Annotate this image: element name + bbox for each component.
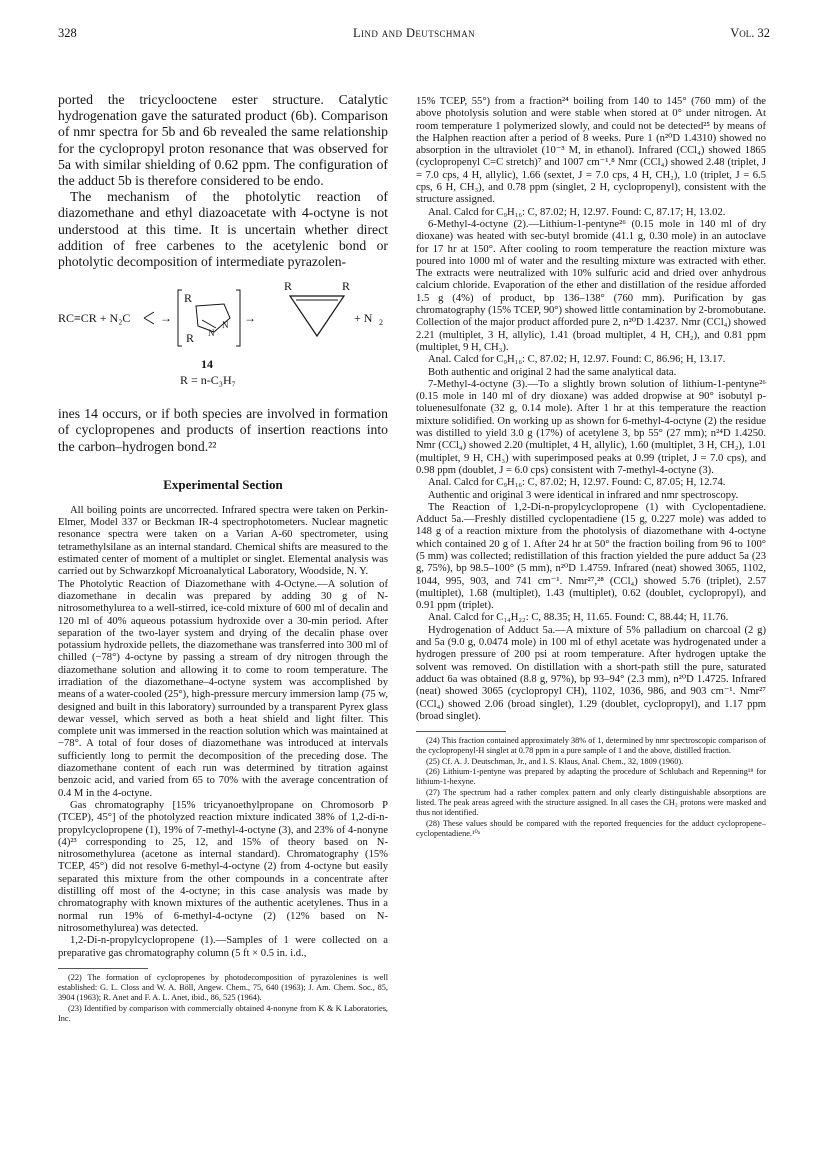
- right-column: [416, 96, 766, 839]
- section-title: Experimental Section: [163, 476, 283, 492]
- right-paragraph-5: Both authentic and original 2 had the same analytical data.: [428, 366, 677, 378]
- running-header: [58, 26, 770, 44]
- scheme-reactants: RC≡CR + N₂C: [58, 311, 131, 326]
- carbene-bond-mark: [144, 312, 154, 324]
- footnote-rule-right: [416, 731, 506, 732]
- scheme-arrow-1: →: [160, 311, 172, 326]
- right-paragraph-6: 7-Methyl-4-octyne (3).—To a slightly brown solution of lithium-1-pentyne²⁶ (0.15 mole in 140 ml of dry dioxane) was added dropwise at 90° isobutyl p-toluenesulfonate (32 g, 0.14 mole). After 1 hr at this temperature the reaction mixture solidified. On working up as shown for 6-methyl-4-octyne (2) the residue was distilled to yield 3.0 g (17%) of acetylene 3, bp 55° (27 mm); n²⁴D 1.4250. Nmr (CCl₄) showed 2.20 (multiplet, 4 H, allylic), 1.60 (multiplet, 3 H, CH₂), 1.01 (multiplet, 9 H, CH₃) with superimposed peaks at 0.99 (triplet, J = 7.0 cps), and 0.98 ppm (doublet, J = 6.0 cps) consistent with 7-methyl-4-octyne (3).: [416, 378, 766, 476]
- right-paragraph-2: Anal. Calcd for C₉H₁₆: C, 87.02; H, 12.97. Found: C, 87.17; H, 13.02.: [428, 206, 726, 218]
- right-paragraph-10: Anal. Calcd for C₁₄H₂₂: C, 88.35; H, 11.65. Found: C, 88.44; H, 11.76.: [428, 612, 729, 624]
- intro-paragraph-1: ported the tricyclooctene ester structure. Catalytic hydrogenation gave the saturated product (6b). Comparison of nmr spectra for 5b and 6b revealed the same relationship for the cyclopropyl proton resonance that was observed for 5a with similar shielding of 0.62 ppm. The configuration of the adduct 5b is therefore considered to be endo.: [58, 92, 388, 189]
- exp-paragraph-2: The Photolytic Reaction of Diazomethane with 4-Octyne.—A solution of diazomethane in decalin was prepared by adding 30 g of N-nitrosomethylurea to a well-stirred, ice-cold mixture of 600 ml of decalin and 120 ml of 40% aqueous potassium hydroxide over a 30-min period. After separation of the two-layer system and drying of the decalin phase over potassium hydroxide pellets, the diazomethane was transferred into 300 ml of chilled (−78°) 4-octyne by passing a stream of dry nitrogen through the diazomethane solution and allowing it to come to room temperature. The irradiation of the diazomethane–4-octyne system was accomplished by means of a water-cooled (25°), high-pressure mercury immersion lamp (75 w, designed and built in this laboratory) surrounded by a transparent Pyrex glass dewar vessel, which served as both a heat shield and light filter. This complete unit was immersed in the reaction solution which was maintained at −78°. A total of four doses of diazomethane was introduced at intervals sufficiently long to permit the decomposition of the preceding dose. The diazomethane content of each run was determined by titration against benzoic acid, and varied from 65 to 70% with the average concentration of 0.4 M in the 4-octyne.: [58, 578, 388, 799]
- footnote-25: (25) Cf. A. J. Deutschman, Jr., and I. S. Klaus, Anal. Chem., 32, 1809 (1960).: [426, 756, 684, 766]
- reaction-scheme: [58, 280, 388, 398]
- footnote-23: (23) Identified by comparison with commercially obtained 4-nonyne from K & K Laboratories, Inc.: [58, 1003, 388, 1024]
- reaction-scheme-drawing: [58, 280, 388, 398]
- exp-paragraph-4: 1,2-Di-n-propylcyclopropene (1).—Samples of 1 were collected on a preparative gas chromatography column (5 ft × 0.5 in. i.d.,: [58, 935, 388, 959]
- ring-double-bond: [202, 320, 216, 328]
- compound-number: 14: [201, 357, 213, 372]
- scheme-n-label-2: N: [222, 320, 229, 331]
- footnote-rule: [58, 968, 148, 969]
- right-paragraph-11: Hydrogenation of Adduct 5a.—A mixture of 5% palladium on charcoal (2 g) and 5a (9.0 g, 0.0474 mole) in 100 ml of ethyl acetate was hydrogenated under a hydrogen pressure of 200 psi at room temperature. After hydrogen uptake the solvent was removed. On distillation with a short-path still the pure, saturated adduct 6a was obtained (8.8 g, 97%), bp 93–94° (2.3 mm), n²⁰D 1.4725. Infrared (neat) showed 3065 (cyclopropyl CH), 1102, 1036, 986, and 903 cm⁻¹. Nmr²⁷ (CCl₄) showed 2.06 (broad singlet), 1.29 (doublet, cyclopropyl), and 1.17 ppm (broad singlet).: [416, 624, 766, 722]
- footnote-28: (28) These values should be compared with the reported frequencies for the adduct cyclopropene–cyclopentadiene.¹⁰ᵃ: [416, 818, 766, 838]
- right-paragraph-3: 6-Methyl-4-octyne (2).—Lithium-1-pentyne²⁶ (0.15 mole in 140 ml of dry dioxane) was heated with sec-butyl bromide (41.1 g, 0.30 mole) in an autoclave for 17 hr at 150°. After cooling to room temperature the reaction mixture was poured into 1000 ml of water and the resulting mixture was extracted with ether. The extracts were neutralized with 10% sulfuric acid and dried over anhydrous calcium chloride. Evaporation of the ether and distillation of the residue afforded 1.5 g (4%) of product, bp 136–138° (760 mm). Purification by gas chromatography (15% TCEP, 90°) showed little contamination by 2-bromobutane. Collection of the major product afforded pure 2, n²⁰D 1.4237. Nmr (CCl₄) showed 2.21 (multiplet, 3 H, allylic), 1.41 (broad multiplet, 4 H, CH₂), and 0.81 ppm (multiplet, 9 H, CH₃).: [416, 218, 766, 353]
- scheme-n2-subscript: 2: [379, 318, 383, 328]
- exp-paragraph-3: Gas chromatography [15% tricyanoethylpropane on Chromosorb P (TCEP), 45°] of the photolyzed reaction mixture indicated 38% of 1,2-di-n-propylcyclopropene (1), 19% of 7-methyl-4-octyne (3), and 23% of 4-nonyne (4)²³ corresponding to 25, 12, and 15% of theory based on N-nitrosomethylurea (acetone as internal standard). Chromatography (15% TCEP, 45°) did not resolve 6-methyl-4-octyne (2) from 4-octyne but easily separated this mixture from the other compounds in a concentrate after distilling off most of the 4-octyne; in this case analysis was made by chromatography with known mixtures of the authentic acetylenes. Thus in a normal run 19% of 6-methyl-4-octyne (2) (12% based on N-nitrosomethylurea) was detected.: [58, 799, 388, 934]
- footnote-27: (27) The spectrum had a rather complex pattern and only clearly distinguishable absorptions are listed. The peak areas agreed with the structure assigned. In all cases the CH₂ protons were masked and thus not identified.: [416, 787, 766, 818]
- intro-paragraph-3: ines 14 occurs, or if both species are involved in formation of cyclopropenes and products of insertion reactions into the carbon–hydrogen bond.²²: [58, 406, 388, 454]
- scheme-r-top: R: [184, 291, 193, 306]
- left-column: [58, 92, 388, 1024]
- page-number: 328: [58, 26, 77, 40]
- right-paragraph-4: Anal. Calcd for C₉H₁₆: C, 87.02; H, 12.97. Found: C, 86.96; H, 13.17.: [428, 354, 726, 366]
- footnote-26: (26) Lithium-1-pentyne was prepared by adapting the procedure of Schlubach and Repenning¹⁸ for lithium-1-hexyne.: [416, 767, 766, 787]
- footnote-22: (22) The formation of cyclopropenes by photodecomposition of pyrazolenines is well established: G. L. Closs and W. A. Böll, Angew. Chem., 75, 640 (1963); J. Am. Chem. Soc., 85, 3904 (1963); R. Anet and F. A. L. Anet, ibid., 86, 525 (1964).: [58, 972, 388, 1003]
- right-paragraph-7: Anal. Calcd for C₉H₁₆: C, 87.02; H, 12.97. Found: C, 87.05; H, 12.74.: [428, 477, 726, 489]
- scheme-r-product-right: R: [342, 280, 351, 294]
- scheme-r-product-left: R: [284, 280, 293, 294]
- running-head: Lind and Deutschman: [352, 26, 475, 40]
- right-paragraph-1: 15% TCEP, 55°) from a fraction²⁴ boiling from 140 to 145° (760 mm) of the above photolysis solution and were stable when stored at 0° under nitrogen. At room temperature 1 polymerized slowly, and could not be detected²⁵ by means of the Halphen reaction after a period of 8 weeks. Pure 1 (n²⁰D 1.4310) showed no absorption in the ultraviolet (10⁻³ M, in ethanol). Infrared (CCl₄) showed 1865 (cyclopropenyl C=C stretch)⁷ and 1007 cm⁻¹.⁸ Nmr (CCl₄) showed 2.48 (triplet, J = 7.0 cps, 4 H, allylic), 1.66 (sextet, J = 7.0 cps, 4 H, CH₂), 1.0 (triplet, J = 6.5 cps, 6 H, CH₃), and 0.78 ppm (singlet, 2 H, cyclopropenyl), consistent with the structure assigned.: [416, 96, 766, 206]
- bracket-left: [178, 290, 182, 346]
- footnote-24: (24) This fraction contained approximately 38% of 1, determined by nmr spectroscopic comparison of the cyclopropenyl-H singlet at 0.78 ppm in a pure sample of 1 and the above, distilled fraction.: [416, 736, 766, 756]
- bracket-right: [236, 290, 240, 346]
- volume-label: Vol. 32: [730, 26, 770, 40]
- scheme-plus-n2: + N: [354, 311, 373, 326]
- r-definition: R = n-C₃H₇: [180, 373, 236, 388]
- cyclopropene-ring: [290, 296, 344, 336]
- exp-paragraph-1: All boiling points are uncorrected. Infrared spectra were taken on Perkin-Elmer, Model 337 or Beckman IR-4 spectrophotometers. Nuclear magnetic resonance spectra were taken on a Varian A-60 spectrometer, using tetramethylsilane as an internal standard. Chemical shifts are measured to the estimated center of moment of a multiplet or singlet. Elemental analysis was carried out by Schwarzkopf Microanalytical Laboratory, Woodside, N. Y.: [58, 504, 388, 578]
- scheme-r-bottom: R: [186, 331, 195, 346]
- right-paragraph-8: Authentic and original 3 were identical in infrared and nmr spectroscopy.: [428, 489, 739, 501]
- scheme-arrow-2: →: [244, 311, 256, 326]
- right-paragraph-9: The Reaction of 1,2-Di-n-propylcyclopropene (1) with Cyclopentadiene. Adduct 5a.—Freshly distilled cyclopentadiene (15 g, 0.227 mole) was added to 148 g of a reaction mixture from the photolysis of diazomethane with 4-octyne which contained 20 g of 1. After 24 hr at 50° the fraction boiling from 96 to 100° (5 mm) was collected; redistillation of this fraction yielded the pure adduct 5a (23 g, 75%), bp 98.5–100° (5 mm), n²⁰D 1.4759. Infrared (neat) showed 3065, 1102, 1044, 995, 903, and 741 cm⁻¹. Nmr²⁷,²⁸ (CCl₄) showed 5.76 (triplet), 2.57 (multiplet), 1.68 (multiplet), 1.43 (multiplet), 0.62 (doublet, cyclopropyl), and 0.91 ppm (triplet).: [416, 501, 766, 612]
- intro-paragraph-2: The mechanism of the photolytic reaction of diazomethane and ethyl diazoacetate with 4-octyne is not understood at this time. It is uncertain whether direct addition of free carbenes to the acetylenic bond or photolytic decomposition of intermediate pyrazolen-: [58, 189, 388, 270]
- scheme-n-label-1: N: [208, 328, 215, 339]
